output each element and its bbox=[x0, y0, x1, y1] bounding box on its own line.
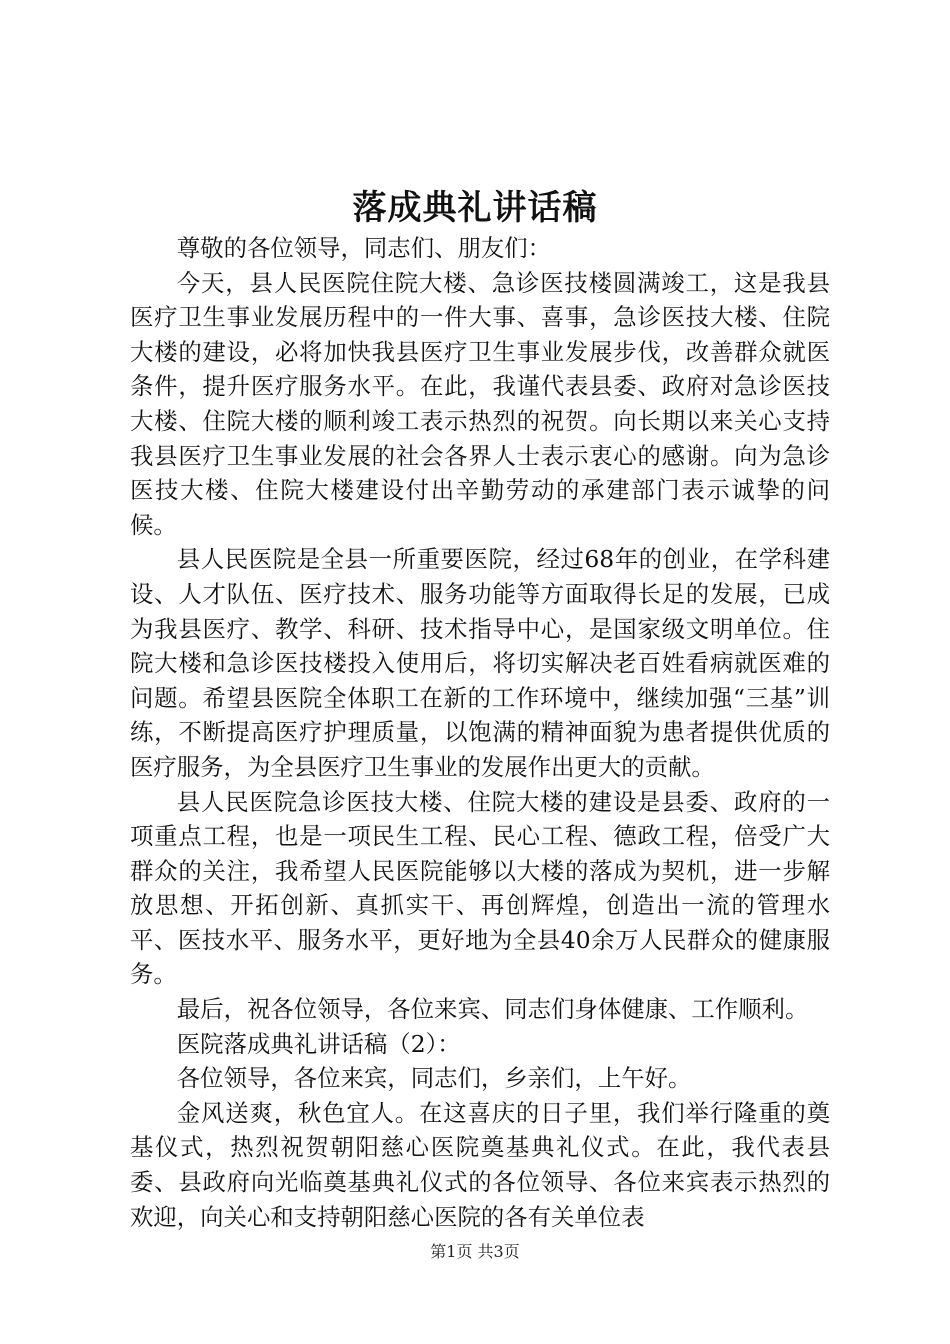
paragraph: 今天，县人民医院住院大楼、急诊医技楼圆满竣工，这是我县医疗卫生事业发展历程中的一件大事、喜事，急诊医技大楼、住院大楼的建设，必将加快我县医疗卫生事业发展步伐，改善群众就医条件，提升医疗服务水平。在此，我谨代表县委、政府对急诊医技大楼、住院大楼的顺利竣工表示热烈的祝贺。向长期以来关心支持我县医疗卫生事业发展的社会各界人士表示衷心的感谢。向为急诊医技大楼、住院大楼建设付出辛勤劳动的承建部门表示诚挚的问候。 bbox=[130, 268, 830, 539]
section-heading: 医院落成典礼讲话稿（2）： bbox=[176, 1029, 461, 1058]
paragraph-greeting: 各位领导，各位来宾，同志们，乡亲们，上午好。 bbox=[176, 1064, 692, 1093]
page-number-footer: 第1页 共3页 bbox=[430, 1242, 520, 1261]
document-body bbox=[130, 231, 830, 1234]
paragraph: 县人民医院急诊医技大楼、住院大楼的建设是县委、政府的一项重点工程，也是一项民生工程、民心工程、德政工程，倍受广大群众的关注，我希望人民医院能够以大楼的落成为契机，进一步解放思想、开拓创新、真抓实干、再创辉煌，创造出一流的管理水平、医技水平、服务水平，更好地为全县40余万人民群众的健康服务。 bbox=[130, 787, 830, 989]
paragraph: 金风送爽，秋色宜人。在这喜庆的日子里，我们举行隆重的奠基仪式，热烈祝贺朝阳慈心医院奠基典礼仪式。在此，我代表县委、县政府向光临奠基典礼仪式的各位领导、各位来宾表示热烈的欢迎，向关心和支持朝阳慈心医院的各有关单位表 bbox=[130, 1098, 830, 1231]
paragraph-salutation: 尊敬的各位领导，同志们、朋友们： bbox=[176, 234, 552, 262]
page-title: 落成典礼讲话稿 bbox=[352, 188, 598, 228]
paragraph: 县人民医院是全县一所重要医院，经过68年的创业，在学科建设、人才队伍、医疗技术、服务功能等方面取得长足的发展，已成为我县医疗、教学、科研、技术指导中心，是国家级文明单位。住院大楼和急诊医技楼投入使用后，将切实解决老百姓看病就医难的问题。希望县医院全体职工在新的工作环境中，继续加强“三基”训练，不断提高医疗护理质量，以饱满的精神面貌为患者提供优质的医疗服务，为全县医疗卫生事业的发展作出更大的贡献。 bbox=[130, 545, 830, 781]
paragraph: 最后，祝各位领导，各位来宾、同志们身体健康、工作顺利。 bbox=[176, 995, 809, 1024]
